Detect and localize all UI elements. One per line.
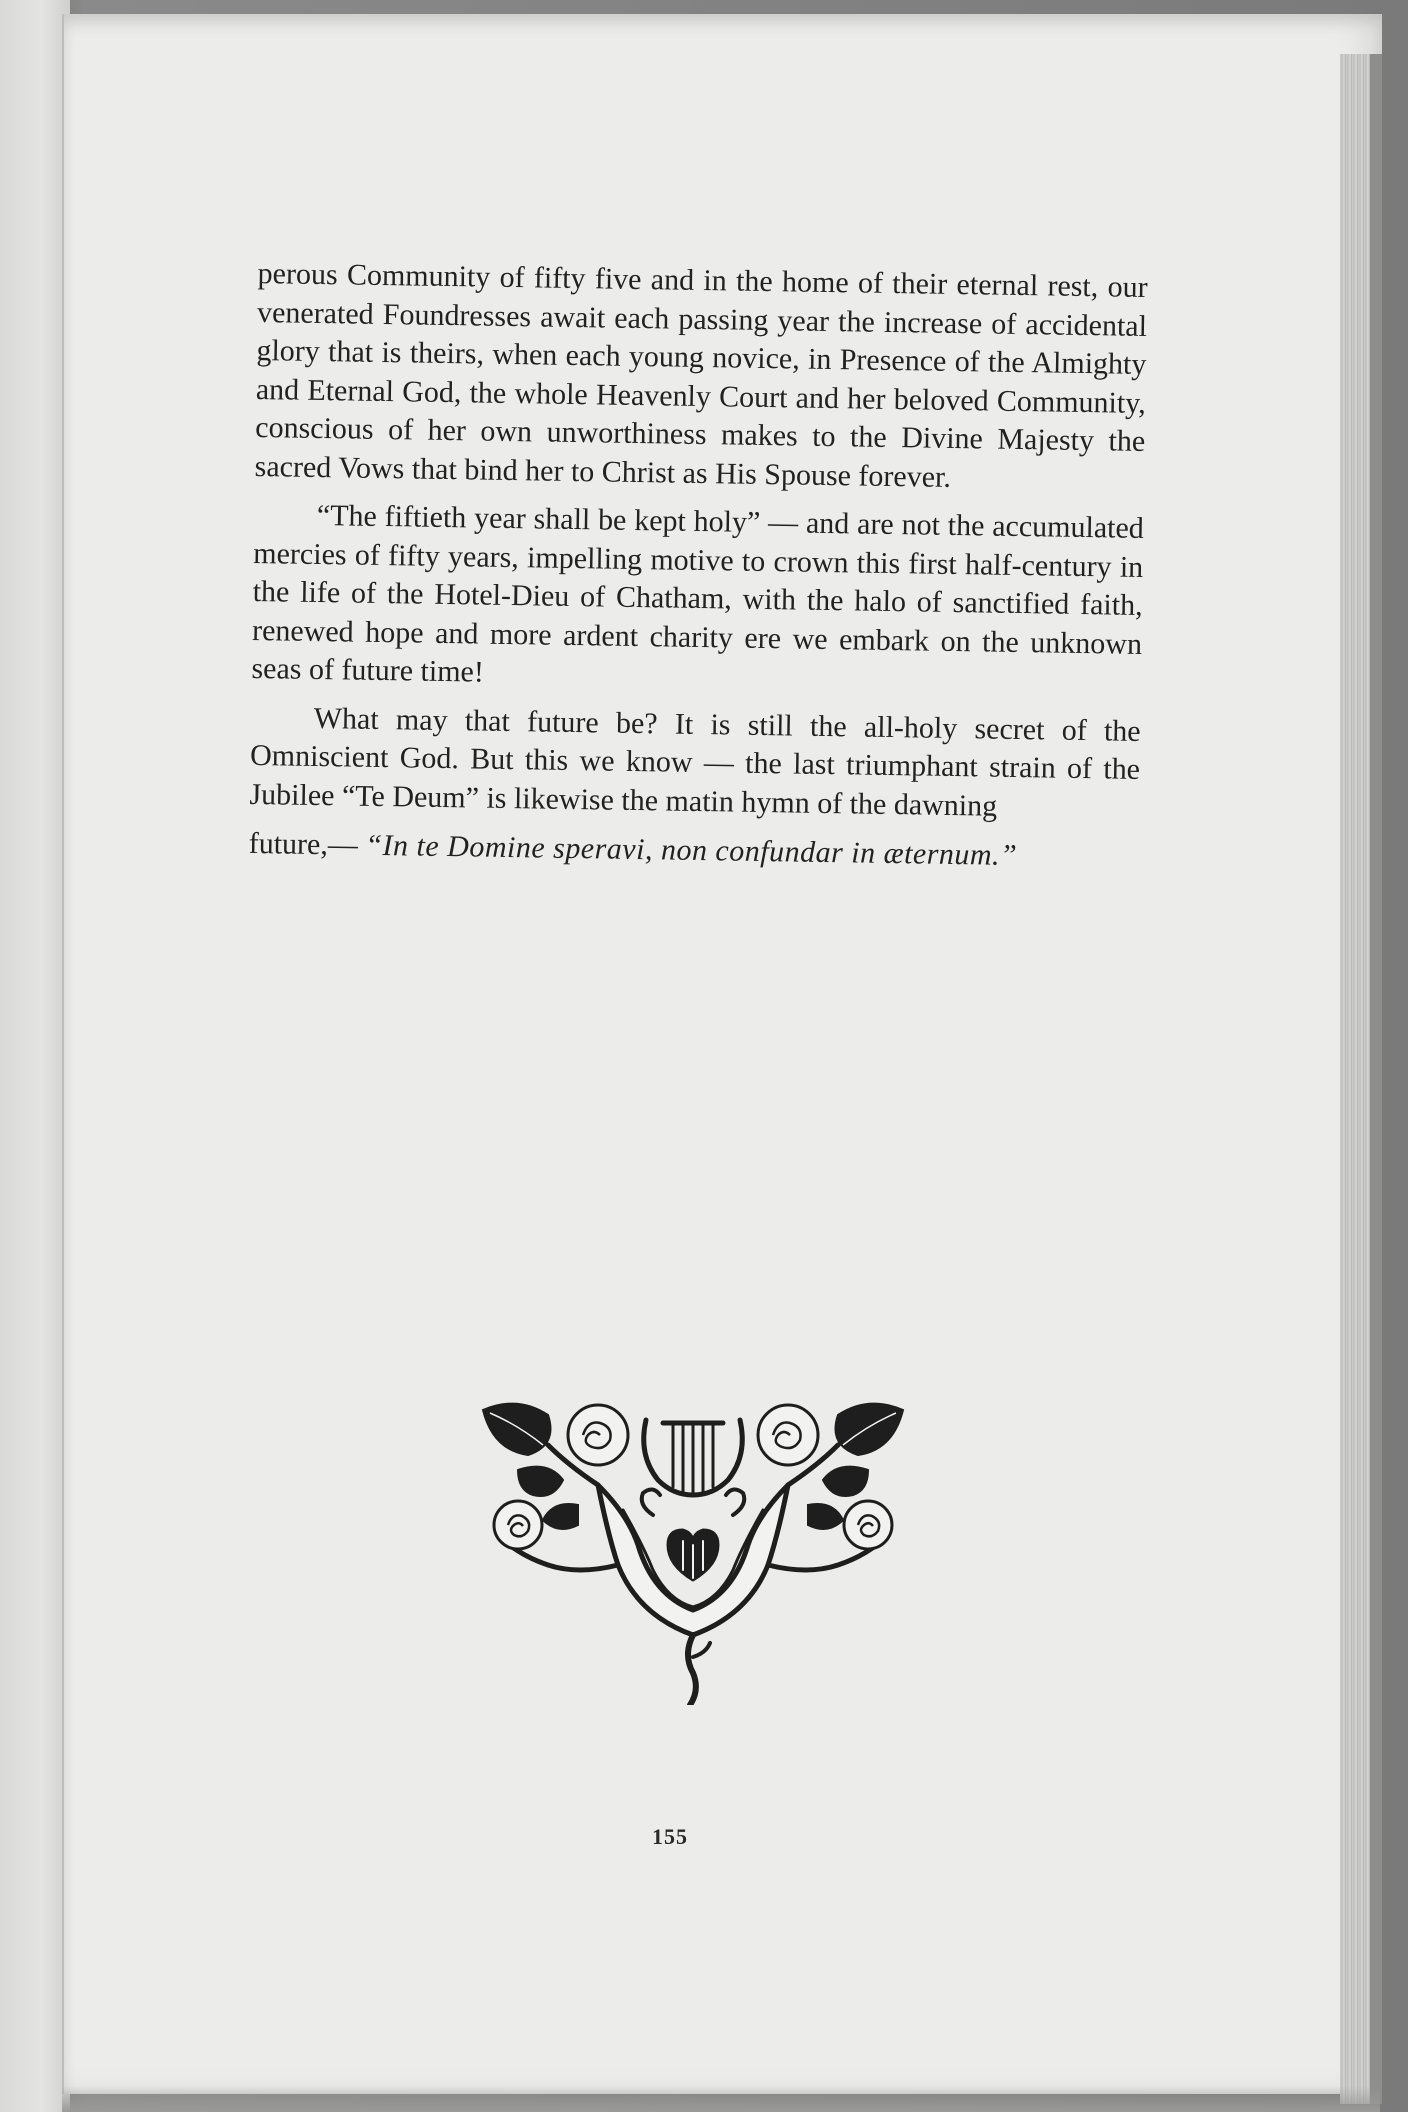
paragraph-4 [248,824,1139,878]
lyre-with-roses-vignette-icon [478,1395,908,1705]
page-number: 155 [652,1824,688,1849]
latin-quotation: “In te Domine speravi, non confundar in æternum.” [365,828,1018,872]
paragraph-1: perous Community of fifty five and in the home of their eternal rest, our venerated Foundresses await each passing year the increase of accidental glory that is theirs, when each young novice, in Presence of the Almighty and Eternal God, the whole Heavenly Court and her beloved Community, conscious of her own unworthiness makes to the Divine Majesty the sacred Vows that bind her to Christ as His Spouse forever. [254,256,1148,494]
paragraph-3: What may that future be? It is still the all-holy secret of the Omniscient God. But this we know — the last triumphant strain of the Jubilee “Te Deum” is likewise the matin hymn of the dawning [249,701,1141,823]
body-text [248,255,1148,888]
facing-page-edge [0,0,70,2112]
page-block-shadow [1370,54,1382,2104]
paragraph-2: “The fiftieth year shall be kept holy” — and are not the accumulated mercies of fifty years, impelling motive to crown this first half-century in the life of the Hotel-Dieu of Chatham, with the halo of sanctified faith, renewed hope and more ardent charity ere we embark on the unknown seas of future time! [251,498,1145,689]
paragraph-4-text: future,— [248,826,366,862]
page-bottom-shadow [62,2086,1380,2112]
